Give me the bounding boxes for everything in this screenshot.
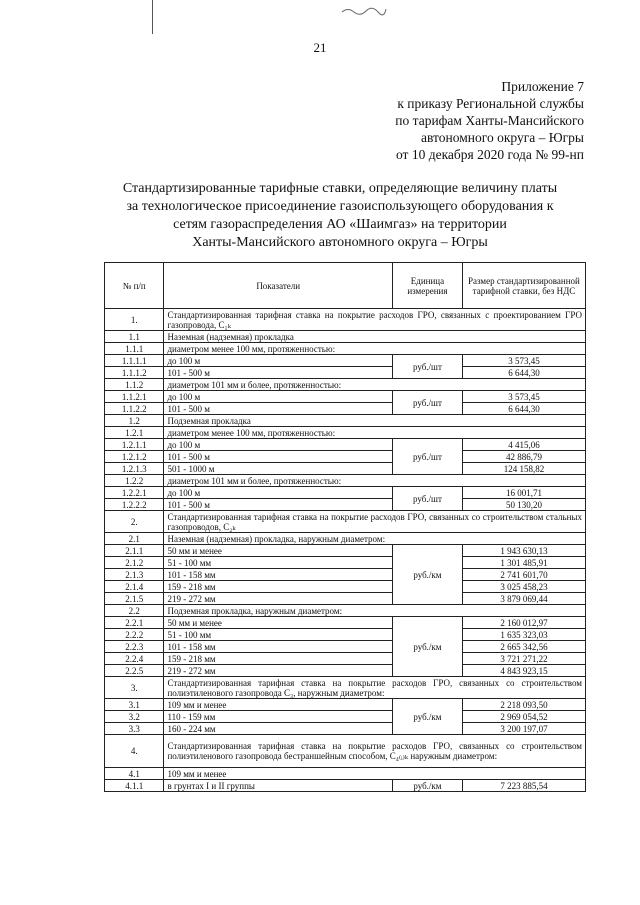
table-row	[105, 569, 586, 581]
row-num: 1.2.2.2	[105, 499, 164, 511]
table-row	[105, 545, 586, 557]
row-name: Стандартизированная тарифная ставка на покрытие расходов ГРО, связанных со строительством стальных газопроводов, C₂ₖ	[164, 511, 586, 533]
header-value: Размер стандартизированной тарифной ставки, без НДС	[462, 263, 585, 309]
row-num: 4.	[105, 735, 164, 768]
row-name: 101 - 158 мм	[164, 569, 393, 581]
table-row	[105, 780, 586, 792]
table-row	[105, 355, 586, 367]
row-num: 1.2.1.1	[105, 439, 164, 451]
row-name: 51 - 100 мм	[164, 629, 393, 641]
row-name: диаметром 101 мм и более, протяженностью:	[164, 379, 586, 391]
row-value: 7 223 885,54	[462, 780, 585, 792]
row-name: до 100 м	[164, 487, 393, 499]
row-num: 1.1.1.1	[105, 355, 164, 367]
row-name: Стандартизированная тарифная ставка на покрытие расходов ГРО, связанных со строительством полиэтиленового газопровода C₃, наружным диаметром:	[164, 677, 586, 699]
table-row	[105, 629, 586, 641]
table-row	[105, 557, 586, 569]
row-name: 160 - 224 мм	[164, 723, 393, 735]
row-num: 2.2.1	[105, 617, 164, 629]
row-num: 1.	[105, 309, 164, 331]
row-name: до 100 м	[164, 439, 393, 451]
handwritten-mark	[340, 6, 388, 16]
row-value: 3 879 069,44	[462, 593, 585, 605]
table-row	[105, 415, 586, 427]
row-num: 2.2.4	[105, 653, 164, 665]
row-unit: руб./шт	[392, 487, 462, 511]
appendix-line: автономного округа – Югры	[421, 130, 584, 145]
table-row	[105, 511, 586, 533]
title-line: за технологическое присоединение газоиспользующего оборудования к	[126, 199, 554, 214]
row-name: 51 - 100 мм	[164, 557, 393, 569]
row-value: 42 886,79	[462, 451, 585, 463]
table-row	[105, 711, 586, 723]
row-value: 3 025 458,23	[462, 581, 585, 593]
row-name: диаметром менее 100 мм, протяженностью:	[164, 343, 586, 355]
row-num: 1.1	[105, 331, 164, 343]
row-num: 2.1.2	[105, 557, 164, 569]
row-value: 2 741 601,70	[462, 569, 585, 581]
row-unit: руб./км	[392, 780, 462, 792]
table-row	[105, 439, 586, 451]
row-name: до 100 м	[164, 355, 393, 367]
table-row	[105, 617, 586, 629]
row-num: 1.2.2.1	[105, 487, 164, 499]
row-num: 1.1.1.2	[105, 367, 164, 379]
row-name: до 100 м	[164, 391, 393, 403]
row-unit: руб./км	[392, 617, 462, 677]
row-num: 1.2.1.3	[105, 463, 164, 475]
row-name: диаметром 101 мм и более, протяженностью:	[164, 475, 586, 487]
row-num: 2.1	[105, 533, 164, 545]
row-num: 2.1.3	[105, 569, 164, 581]
appendix-block	[395, 78, 584, 163]
tariff-table	[104, 262, 586, 792]
row-name: 159 - 218 мм	[164, 653, 393, 665]
row-name: 109 мм и менее	[164, 768, 586, 780]
row-name: 101 - 500 м	[164, 499, 393, 511]
row-value: 4 415,06	[462, 439, 585, 451]
appendix-line: от 10 декабря 2020 года № 99-нп	[395, 147, 584, 162]
row-num: 1.2	[105, 415, 164, 427]
row-name: 501 - 1000 м	[164, 463, 393, 475]
row-unit: руб./шт	[392, 355, 462, 379]
row-num: 2.	[105, 511, 164, 533]
table-row	[105, 403, 586, 415]
table-row	[105, 331, 586, 343]
row-value: 3 573,45	[462, 391, 585, 403]
row-name: Стандартизированная тарифная ставка на покрытие расходов ГРО, связанных с проектированием ГРО газопровода, C₁ₖ	[164, 309, 586, 331]
table-row	[105, 641, 586, 653]
row-num: 1.2.1.2	[105, 451, 164, 463]
row-name: 101 - 500 м	[164, 367, 393, 379]
row-value: 1 301 485,91	[462, 557, 585, 569]
row-value: 124 158,82	[462, 463, 585, 475]
header-num: № п/п	[105, 263, 164, 309]
appendix-line: Приложение 7	[501, 79, 584, 94]
table-row	[105, 593, 586, 605]
title-line: сетям газораспределения АО «Шаимгаз» на территории	[173, 217, 507, 232]
row-num: 1.1.1	[105, 343, 164, 355]
row-name: 101 - 500 м	[164, 403, 393, 415]
table-row	[105, 581, 586, 593]
table-row	[105, 379, 586, 391]
table-row	[105, 391, 586, 403]
appendix-line: по тарифам Ханты-Мансийского	[395, 113, 584, 128]
row-unit: руб./шт	[392, 391, 462, 415]
row-num: 1.2.1	[105, 427, 164, 439]
row-value: 50 130,20	[462, 499, 585, 511]
table-row	[105, 735, 586, 768]
table-row	[105, 768, 586, 780]
row-value: 2 160 012,97	[462, 617, 585, 629]
row-name: 159 - 218 мм	[164, 581, 393, 593]
row-num: 3.3	[105, 723, 164, 735]
row-name: Подземная прокладка, наружным диаметром:	[164, 605, 586, 617]
row-value: 2 665 342,56	[462, 641, 585, 653]
table-row	[105, 309, 586, 331]
table-row	[105, 487, 586, 499]
row-num: 2.2.3	[105, 641, 164, 653]
row-name: 219 - 272 мм	[164, 593, 393, 605]
appendix-line: к приказу Региональной службы	[397, 96, 584, 111]
row-name: диаметром менее 100 мм, протяженностью:	[164, 427, 586, 439]
row-num: 1.1.2	[105, 379, 164, 391]
table-row	[105, 475, 586, 487]
table-row	[105, 677, 586, 699]
row-unit: руб./км	[392, 545, 462, 605]
row-num: 4.1	[105, 768, 164, 780]
row-num: 2.2	[105, 605, 164, 617]
row-name: 101 - 158 мм	[164, 641, 393, 653]
table-row	[105, 463, 586, 475]
row-num: 3.	[105, 677, 164, 699]
row-name: Наземная (надземная) прокладка	[164, 331, 586, 343]
row-num: 1.1.2.2	[105, 403, 164, 415]
row-value: 3 573,45	[462, 355, 585, 367]
row-name: в грунтах I и II группы	[164, 780, 393, 792]
page-number: 21	[313, 40, 327, 55]
row-name: 50 мм и менее	[164, 617, 393, 629]
row-num: 2.1.5	[105, 593, 164, 605]
table-row	[105, 451, 586, 463]
row-name: 101 - 500 м	[164, 451, 393, 463]
row-name: Стандартизированная тарифная ставка на покрытие расходов ГРО, связанных со строительством полиэтиленового газопровода бестраншейным способом, C₄₍ᵢ₎ₖ наружным диаметром:	[164, 735, 586, 768]
table-row	[105, 653, 586, 665]
table-header-row	[105, 263, 586, 309]
row-unit: руб./шт	[392, 439, 462, 475]
row-num: 1.2.2	[105, 475, 164, 487]
row-num: 2.1.4	[105, 581, 164, 593]
table-row	[105, 499, 586, 511]
table-row	[105, 427, 586, 439]
row-unit: руб./км	[392, 699, 462, 735]
row-value: 2 969 054,52	[462, 711, 585, 723]
row-name: 219 - 272 мм	[164, 665, 393, 677]
header-unit: Единица измерения	[392, 263, 462, 309]
title-line: Стандартизированные тарифные ставки, определяющие величину платы	[122, 181, 558, 196]
row-num: 3.2	[105, 711, 164, 723]
table-row	[105, 699, 586, 711]
title-line: Ханты-Мансийского автономного округа – Югры	[192, 235, 488, 250]
row-value: 3 200 197,07	[462, 723, 585, 735]
row-num: 4.1.1	[105, 780, 164, 792]
row-name: Наземная (надземная) прокладка, наружным диаметром:	[164, 533, 586, 545]
table-row	[105, 723, 586, 735]
table-row	[105, 367, 586, 379]
row-value: 6 644,30	[462, 403, 585, 415]
table-row	[105, 343, 586, 355]
row-value: 16 001,71	[462, 487, 585, 499]
row-num: 2.2.2	[105, 629, 164, 641]
margin-line	[152, 0, 153, 34]
row-value: 2 218 093,50	[462, 699, 585, 711]
row-value: 6 644,30	[462, 367, 585, 379]
row-num: 2.1.1	[105, 545, 164, 557]
row-value: 3 721 271,22	[462, 653, 585, 665]
document-title	[90, 180, 590, 252]
row-value: 4 843 923,15	[462, 665, 585, 677]
row-num: 3.1	[105, 699, 164, 711]
row-value: 1 635 323,03	[462, 629, 585, 641]
table-row	[105, 533, 586, 545]
row-name: Подземная прокладка	[164, 415, 586, 427]
row-num: 2.2.5	[105, 665, 164, 677]
row-num: 1.1.2.1	[105, 391, 164, 403]
table-row	[105, 605, 586, 617]
row-value: 1 943 630,13	[462, 545, 585, 557]
row-name: 109 мм и менее	[164, 699, 393, 711]
row-name: 50 мм и менее	[164, 545, 393, 557]
header-name: Показатели	[164, 263, 393, 309]
row-name: 110 - 159 мм	[164, 711, 393, 723]
table-row	[105, 665, 586, 677]
